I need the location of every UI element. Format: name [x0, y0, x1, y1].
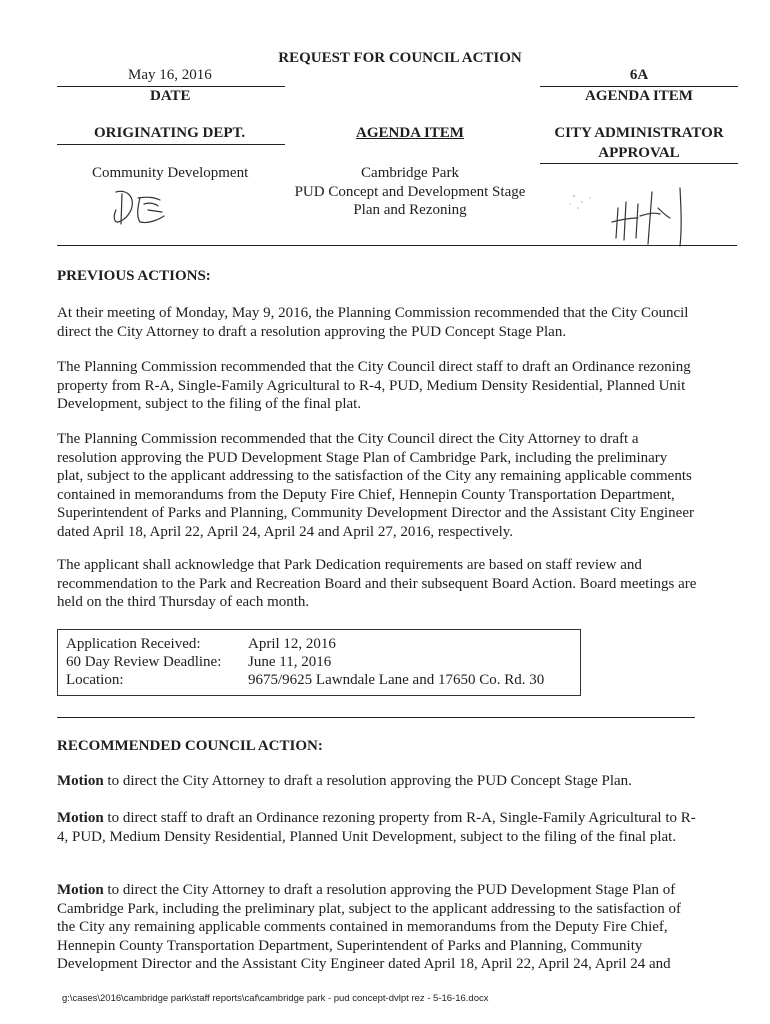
originating-dept-label: ORIGINATING DEPT. — [94, 125, 246, 141]
previous-actions-paragraph: The Planning Commission recommended that the City Council direct staff to draft an Ordinance rezoning property from R-A, Single-Family Agricultural to R-4, PUD, Medium Density Residential, Planned Unit Development, subject to the filing of the final plat. — [57, 359, 691, 413]
motion-word: Motion — [57, 810, 104, 826]
application-info-box — [57, 629, 581, 696]
date-rule — [57, 86, 285, 87]
header-bottom-rule — [57, 245, 737, 246]
agenda-number: 6A — [629, 67, 649, 83]
file-path-footer: g:\cases\2016\cambridge park\staff reports\caf\cambridge park - pud concept-dvlpt rez - 5-16-16.docx — [62, 993, 489, 1004]
motion-text: to direct the City Attorney to draft a resolution approving the PUD Concept Stage Plan. — [103, 773, 632, 789]
dept-value: Community Development — [92, 165, 249, 181]
info-label: 60 Day Review Deadline: — [66, 654, 222, 670]
previous-actions-paragraph: The Planning Commission recommended that the City Council direct the City Attorney to draft a resolution approving the PUD Development Stage Plan of Cambridge Park, including the preliminary plat, subject to the applicant addressing to the satisfaction of the City any remaining applicable comments contained in memorandums from the Deputy Fire Chief, Hennepin County Transportation Department, Superintendent of Parks and Planning, Community Development Director and the Assistant City Engineer dated April 18, April 22, April 24, April 24 and April 27, 2016, respectively. — [57, 431, 694, 540]
city-admin-label-line1: CITY ADMINISTRATOR — [554, 125, 724, 141]
agenda-item-label-right: AGENDA ITEM — [585, 88, 693, 104]
previous-actions-paragraph: The applicant shall acknowledge that Park Dedication requirements are based on staff review and recommendation to the Park and Recreation Board and their subsequent Board Action. Board meetings are held on the third Thursday of each month. — [57, 557, 697, 611]
agenda-item-line: Plan and Rezoning — [353, 202, 467, 218]
motion-word: Motion — [57, 773, 104, 789]
info-value: 9675/9625 Lawndale Lane and 17650 Co. Rd. 30 — [248, 672, 545, 688]
section-divider-rule — [57, 717, 695, 718]
agenda-number-rule — [540, 86, 738, 87]
date-value: May 16, 2016 — [128, 67, 212, 83]
admin-initials-signature — [560, 178, 700, 248]
info-label: Location: — [66, 672, 124, 688]
motion-paragraph — [57, 881, 697, 974]
city-admin-label-line2: APPROVAL — [598, 145, 680, 161]
info-value: April 12, 2016 — [248, 636, 336, 652]
info-label: Application Received: — [66, 636, 201, 652]
motion-paragraph — [57, 809, 697, 846]
motion-text: to direct staff to draft an Ordinance rezoning property from R-A, Single-Family Agricultural to R-4, PUD, Medium Density Residential, Planned Unit Development, subject to the filing of the final plat. — [57, 810, 696, 845]
agenda-item-label-center: AGENDA ITEM — [356, 125, 464, 141]
previous-actions-heading: PREVIOUS ACTIONS: — [57, 268, 211, 284]
recommended-action-heading: RECOMMENDED COUNCIL ACTION: — [57, 738, 323, 754]
agenda-item-line: PUD Concept and Development Stage — [294, 183, 526, 200]
motion-word: Motion — [57, 882, 104, 898]
motion-text: to direct the City Attorney to draft a resolution approving the PUD Development Stage Plan of Cambridge Park, including the preliminary plat, subject to the applicant addressing to the satisfaction of the City any remaining applicable comments contained in memorandums from the Deputy Fire Chief, Hennepin County Transportation Department, Superintendent of Parks and Planning, Community Development Director and the Assistant City Engineer dated April 18, April 22, April 24, April 24 and — [57, 882, 682, 973]
dept-initials-signature — [108, 186, 188, 228]
motion-paragraph — [57, 772, 697, 791]
document-title: REQUEST FOR COUNCIL ACTION — [278, 50, 522, 66]
city-admin-rule — [540, 163, 738, 164]
info-value: June 11, 2016 — [248, 654, 332, 670]
originating-dept-rule — [57, 144, 285, 145]
agenda-item-description — [280, 164, 540, 220]
previous-actions-paragraph: At their meeting of Monday, May 9, 2016, the Planning Commission recommended that the City Council direct the City Attorney to draft a resolution approving the PUD Concept Stage Plan. — [57, 305, 689, 340]
date-label: DATE — [150, 88, 191, 104]
agenda-item-line: Cambridge Park — [361, 165, 459, 181]
